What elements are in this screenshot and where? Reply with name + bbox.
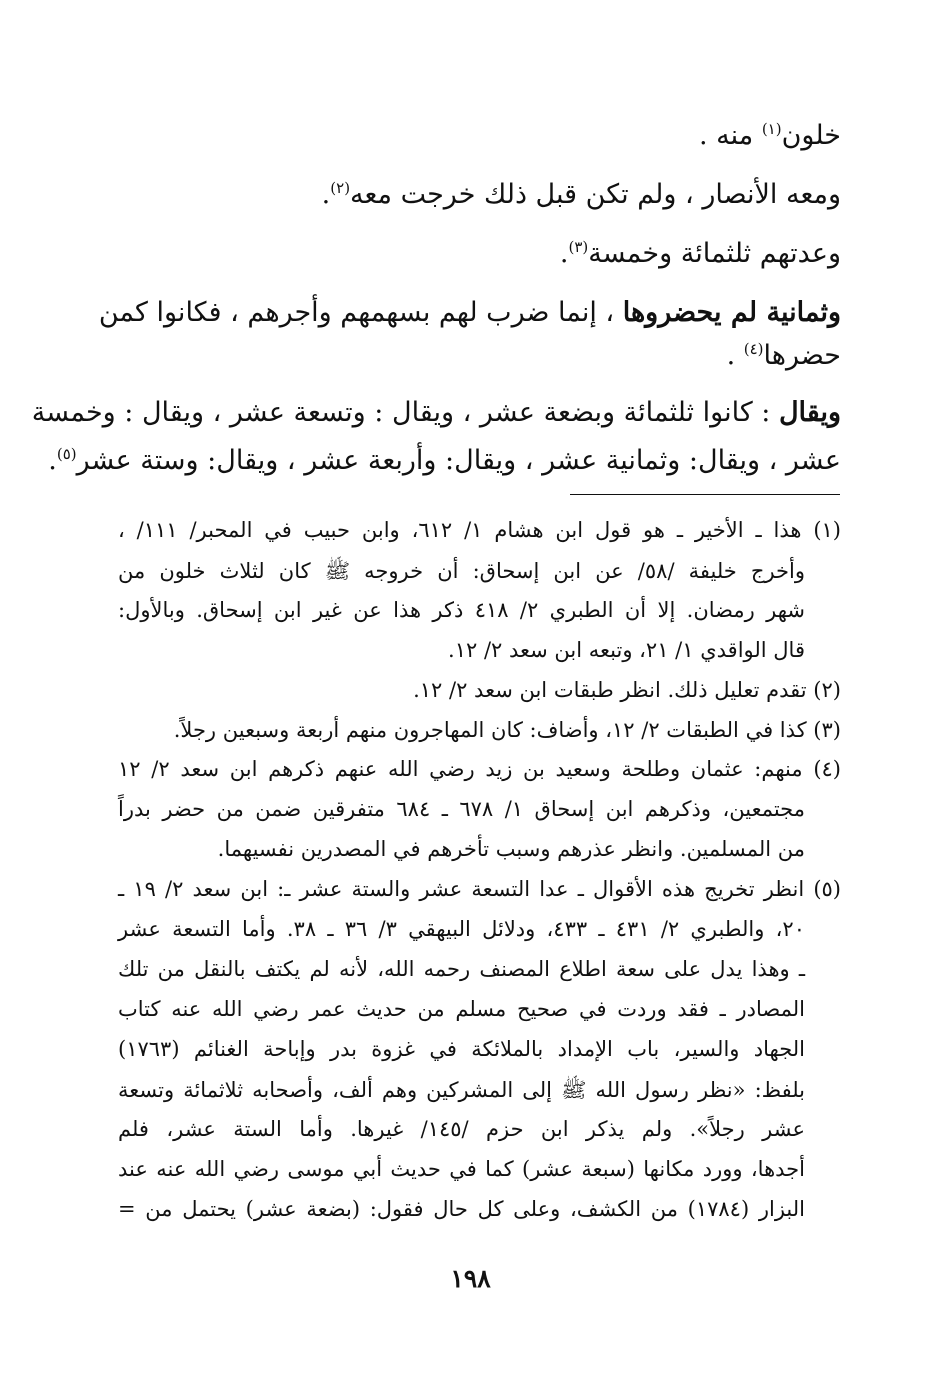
- footnote-ref: (٢): [330, 179, 351, 197]
- text-run: وعدتهم ثلثمائة وخمسة: [588, 238, 841, 269]
- main-text-line: [560, 238, 841, 269]
- text-run: .: [726, 340, 744, 371]
- footnote-ref: (٣): [568, 238, 589, 256]
- footnote-line: مجتمعين، وذكرهم ابن إسحاق ١/ ٦٧٨ ـ ٦٨٤ متفرقين ضمن من حضر بدراً: [118, 797, 805, 821]
- footnote-line: (٥) انظر تخريج هذه الأقوال ـ عدا التسعة عشر والستة عشر ـ: ابن سعد ٢/ ١٩ ـ: [118, 877, 841, 901]
- footnote-line: بلفظ: «نظر رسول الله ﷺ إلى المشركين وهم ألف، وأصحابه ثلاثمائة وتسعة: [118, 1078, 805, 1102]
- footnote-separator: [570, 494, 840, 495]
- text-run: : كانوا ثلثمائة وبضعة عشر ، ويقال : وتسعة عشر ، ويقال : وخمسة: [31, 397, 779, 428]
- footnote-line: (٣) كذا في الطبقات ٢/ ١٢، وأضاف: كان المهاجرون منهم أربعة وسبعين رجلاً.: [173, 718, 841, 742]
- page-number: ١٩٨: [450, 1264, 491, 1293]
- footnote-line: وأخرج خليفة /٥٨/ عن ابن إسحاق: أن خروجه ﷺ كان لثلاث خلون من: [118, 559, 805, 583]
- footnote-line: ـ وهذا يدل على سعة اطلاع المصنف رحمه الله، لأنه لم يكتف بالنقل من تلك: [118, 957, 805, 981]
- main-text-line: [727, 340, 841, 371]
- highlighted-phrase: وثمانية لم يحضروها: [622, 297, 841, 328]
- text-run: .: [48, 445, 57, 476]
- text-run: خلون: [781, 120, 841, 151]
- footnote-line: المصادر ـ فقد وردت في صحيح مسلم من حديث عمر رضي الله عنه كتاب: [118, 997, 805, 1021]
- footnote-line: (٤) منهم: عثمان وطلحة وسعيد بن زيد رضي الله عنهم ذكرهم ابن سعد ٢/ ١٢: [118, 757, 841, 781]
- footnote-line: عشر رجلاً». ولم يذكر ابن حزم /١٤٥/ غيرها. وأما الستة عشر، فلم: [118, 1117, 805, 1141]
- main-text-line: [98, 297, 841, 328]
- footnote-ref: (٥): [56, 445, 77, 463]
- footnote-line: البزار (١٧٨٤) من الكشف، وعلى كل حال فقول: (بضعة عشر) يحتمل من =: [118, 1197, 805, 1221]
- text-run: حضرها: [763, 340, 841, 371]
- main-text-line: [699, 120, 841, 151]
- footnote-ref: (١): [761, 120, 782, 138]
- footnote-ref: (٤): [743, 340, 764, 358]
- footnote-line: من المسلمين. وانظر عذرهم وسبب تأخرهم في المصدرين نفسيهما.: [217, 837, 805, 861]
- text-run: عشر ، ويقال: وثمانية عشر ، ويقال: وأربعة عشر ، ويقال: وستة عشر: [76, 445, 841, 476]
- footnote-line: أجدها، وورد مكانها (سبعة عشر) كما في حديث أبي موسى رضي الله عنه عند: [118, 1157, 805, 1181]
- main-text-line: [322, 179, 841, 210]
- highlighted-phrase: ويقال: [778, 397, 841, 428]
- text-run: .: [559, 238, 569, 269]
- footnote-line: قال الواقدي ١/ ٢١، وتبعه ابن سعد ٢/ ١٢.: [448, 638, 805, 662]
- footnote-line: الجهاد والسير، باب الإمداد بالملائكة في غزوة بدر وإباحة الغنائم (١٧٦٣): [118, 1037, 805, 1061]
- text-run: .: [321, 179, 331, 210]
- main-text-line: [31, 397, 841, 428]
- text-run: منه .: [698, 120, 762, 151]
- main-text-line: [48, 445, 841, 476]
- footnote-line: (١) هذا ـ الأخير ـ هو قول ابن هشام ١/ ٦١٢، وابن حبيب في المحبر/ ١١١/ ،: [118, 518, 841, 542]
- text-run: ومعه الأنصار ، ولم تكن قبل ذلك خرجت معه: [350, 179, 841, 210]
- footnote-line: (٢) تقدم تعليل ذلك. انظر طبقات ابن سعد ٢/ ١٢.: [413, 678, 841, 702]
- footnote-line: ٢٠، والطبري ٢/ ٤٣١ ـ ٤٣٣، ودلائل البيهقي ٣/ ٣٦ ـ ٣٨. وأما التسعة عشر: [118, 917, 805, 941]
- footnote-line: شهر رمضان. إلا أن الطبري ٢/ ٤١٨ ذكر هذا عن غير ابن إسحاق. وبالأول:: [118, 598, 805, 622]
- text-run: ، إنما ضرب لهم بسهمهم وأجرهم ، فكانوا كمن: [98, 297, 623, 328]
